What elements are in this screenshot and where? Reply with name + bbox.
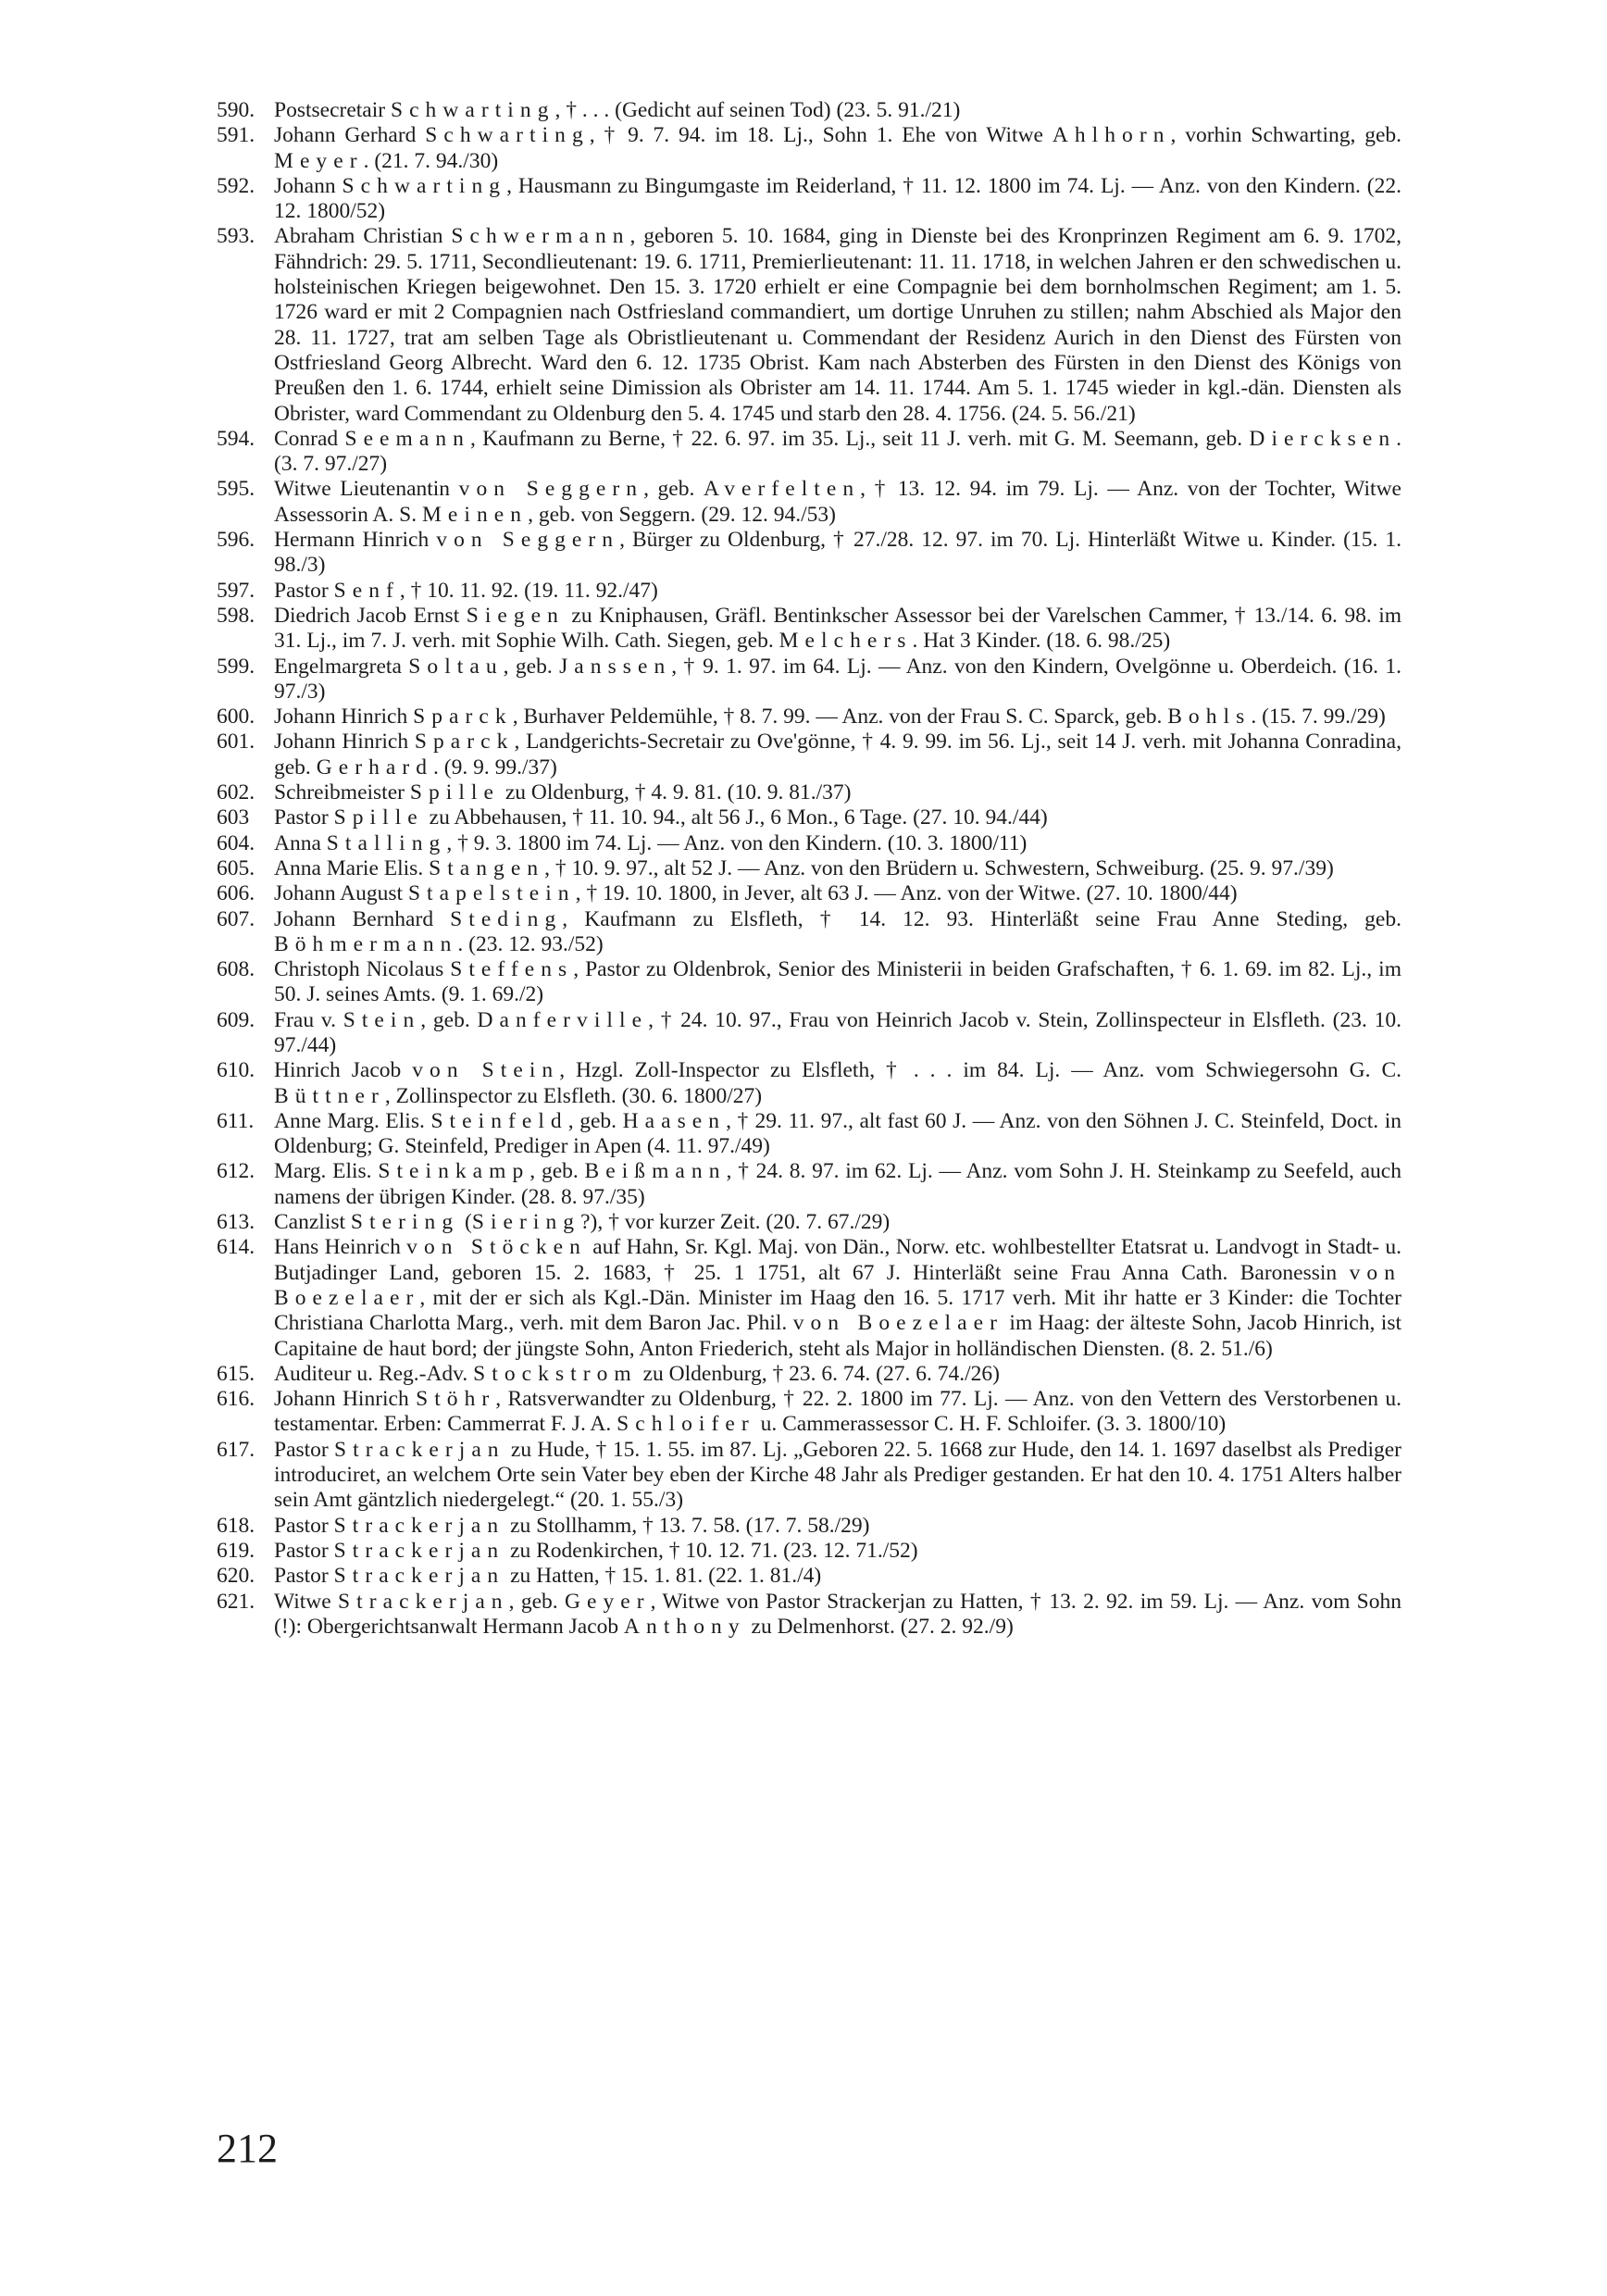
entry-text-run: , † 9. 1. 97. im 64. Lj. — Anz. von den Kindern, Ovelgönne u. Oberdeich. (16. 1. 97./3) [274, 654, 1402, 704]
entry-text-run: Johann Gerhard [274, 123, 426, 148]
entry-number: 617. [217, 1437, 255, 1462]
entry-text-run: Johann August [274, 881, 408, 906]
entry-number: 601. [217, 730, 255, 755]
entry [217, 856, 1401, 881]
entry-text-run: Anna [274, 830, 327, 855]
entry-text-run: zu Hude, † 15. 1. 55. im 87. Lj. „Geboren 22. 5. 1668 zur Hude, den 14. 1. 1697 daselbst als Prediger introduciret, an welchem Orte sein Vater bey eben der Kirche 48 Jahr als Prediger gestanden. Er hat den 10. 4. 1751 Alters halber sein Amt gäntzlich niedergelegt.“ (20. 1. 55./3) [274, 1437, 1402, 1513]
spaced-name: Diercksen [1249, 426, 1397, 451]
entry-number: 606. [217, 881, 255, 906]
entry [217, 528, 1401, 579]
entry-text [274, 1590, 1401, 1641]
entry-number: 590. [217, 98, 255, 122]
spaced-name: Sparck [413, 705, 513, 730]
spaced-name: Senf [333, 578, 400, 603]
entry-text-run: im Haag: der älteste Sohn, Jacob Hinrich, ist Capitaine de haut bord; der jüngste Sohn, Anton Friederich, steht als Major in holländischen Diensten. (8. 2. 51./6) [274, 1311, 1401, 1361]
entry [217, 579, 1401, 604]
entry-text-run: . Hat 3 Kinder. (18. 6. 98./25) [912, 629, 1171, 654]
entry-text-run: , geb. [503, 654, 560, 679]
entry-text-run: . (15. 7. 99./29) [1251, 705, 1386, 730]
entry-number: 608. [217, 957, 255, 982]
entry-text-run: , Kaufmann zu Elsfleth, † 14. 12. 93. Hinterläßt seine Frau Anne Steding, geb. [562, 906, 1401, 931]
entry-text [274, 98, 1401, 123]
entry-text-run: , geboren 5. 10. 1684, ging in Dienste bei des Kronprinzen Regiment am 6. 9. 1702, Fähndrich: 29. 5. 1711, Secondlieutenant: 19. 6. 1711, Premierlieutenant: 11. 11. 1718, in welchen Jahren er den schwedischen u. holsteinischen Kriegen beigewohnet. Den 15. 3. 1720 erhielt er eine Compagnie bei dem bornholmschen Regiment; am 1. 5. 1726 ward er mit 2 Compagnien nach Ostfriesland commandiert, um dortige Unruhen zu stillen; nahm Abschied als Major den 28. 11. 1727, trat am selben Tage als Obristlieutenant u. Commendant der Residenz Aurich in den Dienst des Fürsten von Ostfriesland Georg Albrecht. Ward den 6. 12. 1735 Obrist. Kam nach Absterben des Fürsten in den Dienst des Königs von Preußen den 1. 6. 1744, erhielt seine Dimission als Obrister am 14. 11. 1744. Am 5. 1. 1745 wieder in kgl.-dän. Diensten als Obrister, ward Commendant zu Oldenburg den 5. 4. 1745 und starb den 28. 4. 1756. (24. 5. 56./21) [274, 224, 1401, 426]
spaced-name: Spille [409, 780, 500, 805]
spaced-name: Ahlhorn [1052, 123, 1171, 148]
entry-text-run: Pastor [274, 578, 334, 603]
entry-text-run: . (3. 7. 97./27) [274, 426, 1402, 477]
entry-text-run: , † 9. 7. 94. im 18. Lj., Sohn 1. Ehe von Witwe [589, 123, 1053, 148]
entry-text [274, 1210, 1401, 1235]
entry-text-run: Abraham Christian [274, 224, 452, 249]
spaced-name: Danferville [477, 1007, 649, 1032]
entry [217, 1159, 1401, 1210]
spaced-name: Strackerjan [333, 1538, 505, 1563]
spaced-name: Schloifer [617, 1412, 755, 1437]
entry [217, 427, 1401, 478]
entry-text [274, 881, 1401, 906]
entry-text-run: Anne Marg. Elis. [274, 1108, 431, 1133]
entry-text [274, 1008, 1401, 1059]
entry-text-run: zu Abbehausen, † 11. 10. 94., alt 56 J., 6 Mon., 6 Tage. (27. 10. 94./44) [423, 805, 1048, 830]
entry-number: 600. [217, 705, 255, 730]
entry-text [274, 174, 1401, 225]
entry [217, 780, 1401, 805]
spaced-name: Geyer [564, 1589, 651, 1614]
entry-number: 595. [217, 477, 255, 502]
entry [217, 655, 1401, 705]
spaced-name: Stockstrom [473, 1361, 638, 1386]
entry-text-run: u. Cammerassessor C. H. F. Schloifer. (3. 3. 1800/10) [754, 1412, 1227, 1437]
entry-number: 604. [217, 830, 255, 855]
spaced-name: Stapelstein [407, 881, 576, 906]
entry-number: 620. [217, 1564, 255, 1589]
spaced-name: Gerhard [316, 755, 434, 780]
entry-text [274, 528, 1401, 579]
entry-text-run: Johann [274, 173, 343, 198]
entry-text-run: Pastor [274, 1513, 334, 1538]
spaced-name: Sparck [414, 730, 515, 755]
entry-text-run: , † 9. 3. 1800 im 74. Lj. — Anz. von den Kindern. (10. 3. 1800/11) [446, 830, 1028, 855]
entry-text-run: auf Hahn, Sr. Kgl. Maj. von Dän., Norw. etc. wohlbestellter Etatsrat u. Landvogt in Stadt- u. Butjadinger Land, geboren 15. 2. 1683, † 25. 1 1751, alt 67 J. Hinterläßt seine Frau Anna Cath. Baronessin [274, 1235, 1401, 1285]
spaced-name: Anthony [624, 1614, 746, 1639]
spaced-name: Strackerjan [333, 1513, 505, 1538]
spaced-name: von Boezelaer [274, 1260, 1401, 1310]
entry-number: 621. [217, 1589, 255, 1614]
entry-number: 602. [217, 780, 255, 805]
spaced-name: Stalling [326, 830, 447, 855]
spaced-name: Steinkamp [378, 1159, 530, 1184]
entry-text-run: Pastor [274, 805, 334, 830]
spaced-name: Schwermann [451, 224, 630, 249]
spaced-name: Strackerjan [334, 1437, 505, 1462]
entry-text-run: , † 19. 10. 1800, in Jever, alt 63 J. — Anz. von der Witwe. (27. 10. 1800/44) [575, 881, 1238, 906]
entry-number: 605. [217, 855, 255, 880]
entry-text-run: , geb. [420, 1007, 478, 1032]
spaced-name: Soltau [408, 654, 504, 679]
entry-text-run: Christoph Nicolaus [274, 957, 451, 982]
entry [217, 98, 1401, 123]
entry-text-run: Hans Heinrich [274, 1235, 407, 1260]
entry-text-run: , Burhaver Peldemühle, † 8. 7. 99. — Anz. von der Frau S. C. Sparck, geb. [512, 705, 1168, 730]
entry-text-run: , geb. von Seggern. (29. 12. 94./53) [528, 502, 836, 527]
spaced-name: von Seggern [436, 528, 620, 553]
entry-number: 615. [217, 1361, 255, 1386]
entry-text [274, 780, 1401, 805]
entry-text [274, 1539, 1401, 1564]
entry-number: 607. [217, 906, 255, 931]
entry-text [274, 1109, 1401, 1160]
spaced-name: Haasen [622, 1108, 727, 1133]
entry [217, 224, 1401, 426]
entry [217, 907, 1401, 958]
entry-text [274, 427, 1401, 478]
spaced-name: Stöhr [416, 1387, 496, 1412]
entry-text [274, 224, 1401, 426]
entry-number: 609. [217, 1007, 255, 1032]
entry-number: 614. [217, 1235, 255, 1260]
entry-number: 618. [217, 1513, 255, 1538]
spaced-name: Schwarting [390, 98, 555, 122]
entry-text [274, 579, 1401, 604]
entry-text-run: Johann Hinrich [274, 1387, 417, 1412]
spaced-name: Strackerjan [338, 1589, 509, 1614]
entry [217, 1058, 1401, 1109]
entry-text [274, 1362, 1401, 1387]
entry [217, 1109, 1401, 1160]
entry [217, 1590, 1401, 1641]
entry-list [217, 98, 1401, 1640]
entry-text [274, 1235, 1401, 1361]
spaced-name: Steding [450, 906, 563, 931]
entry [217, 705, 1401, 730]
entry-number: 611. [217, 1108, 255, 1133]
entry-text-run: zu Delmenhorst. (27. 2. 92./9) [745, 1614, 1014, 1639]
entry-text-run: Witwe Lieutenantin [274, 477, 459, 502]
entry-text-run: Frau v. [274, 1007, 343, 1032]
entry-text [274, 957, 1401, 1008]
entry-text-run: Anna Marie Elis. [274, 855, 430, 880]
entry-number: 610. [217, 1058, 255, 1083]
entry [217, 477, 1401, 528]
entry-text-run: , geb. [643, 477, 704, 502]
entry-text-run: zu Kniphausen, Gräfl. Bentinkscher Assessor bei der Varelschen Cammer, † 13./14. 6. 98. im 31. Lj., im 7. J. verh. mit Sophie Wilh. Cath. Siegen, geb. [274, 603, 1402, 654]
entry-number: 594. [217, 426, 255, 451]
entry-number: 603 [217, 805, 250, 830]
spaced-name: von Boezelaer [792, 1311, 1003, 1336]
spaced-name: Janssen [559, 654, 672, 679]
spaced-name: Siegen [466, 603, 565, 628]
entry-text-run: Pastor [274, 1437, 335, 1462]
spaced-name: Strackerjan [333, 1564, 505, 1589]
spaced-name: Schwarting [425, 123, 590, 148]
spaced-name: Stein [343, 1007, 421, 1032]
entry-text-run: Conrad [274, 426, 345, 451]
entry-text [274, 1564, 1401, 1589]
entry-number: 593. [217, 224, 255, 249]
entry [217, 1235, 1401, 1361]
entry-text-run: Pastor [274, 1538, 334, 1563]
entry [217, 1008, 1401, 1059]
entry-text-run: , Zollinspector zu Elsfleth. (30. 6. 1800/27) [384, 1083, 763, 1108]
entry-text-run: zu Oldenburg, † 4. 9. 81. (10. 9. 81./37) [499, 780, 852, 805]
entry [217, 1514, 1401, 1539]
entry-text-run: , Ratsverwandter zu Oldenburg, † 22. 2. 1800 im 77. Lj. — Anz. von den Vettern des Verstorbenen u. testamentar. Erben: Cammerrat F. J. A. [274, 1387, 1401, 1437]
spaced-name: Melchers [779, 629, 913, 654]
spaced-name: von Stöcken [406, 1235, 587, 1260]
entry-text-run: , vorhin Schwarting, geb. [1170, 123, 1401, 148]
entry [217, 1539, 1401, 1564]
entry [217, 1362, 1401, 1387]
entry-text-run: . (21. 7. 94./30) [363, 148, 499, 173]
entry-text-run: , geb. [529, 1159, 585, 1184]
entry-text-run: zu Rodenkirchen, † 10. 12. 71. (23. 12. 71./52) [505, 1538, 918, 1563]
entry-text-run: Pastor [274, 1564, 334, 1589]
entry [217, 957, 1401, 1008]
spaced-name: von Stein [412, 1058, 560, 1083]
spaced-name: Meyer [274, 148, 364, 173]
entry-text [274, 907, 1401, 958]
entry-text-run: Marg. Elis. [274, 1159, 379, 1184]
entry-number: 596. [217, 528, 255, 553]
entry-text-run: Postsecretair [274, 98, 391, 122]
entry-text-run: , † 10. 9. 97., alt 52 J. — Anz. von den Brüdern u. Schwestern, Schweiburg. (25. 9. 97./39) [544, 855, 1334, 880]
entry-text-run: Johann Hinrich [274, 705, 414, 730]
entry-text-run: , Bürger zu Oldenburg, † 27./28. 12. 97. im 70. Lj. Hinterläßt Witwe u. Kinder. (15. 1. 98./3) [274, 528, 1401, 578]
entry-text [274, 604, 1401, 655]
entry-text [274, 1387, 1401, 1438]
entry-number: 616. [217, 1387, 255, 1412]
spaced-name: Spille [333, 805, 424, 830]
entry-text [274, 831, 1401, 856]
entry-text [274, 730, 1401, 780]
entry-text-run: , Hausmann zu Bingumgaste im Reiderland, † 11. 12. 1800 im 74. Lj. — Anz. von den Kindern. (22. 12. 1800/52) [274, 173, 1401, 224]
entry-text [274, 655, 1401, 705]
entry-text-run: zu Stollhamm, † 13. 7. 58. (17. 7. 58./29) [505, 1513, 870, 1538]
entry-text-run: , mit der er sich als Kgl.-Dän. Minister im Haag den 16. 5. 1717 verh. Mit ihr hatte er 3 Kinder: die Tochter Christiana Charlotta Marg., verh. mit dem Baron Jac. Phil. [274, 1285, 1401, 1336]
spaced-name: Schwarting [342, 173, 507, 198]
entry-number: 598. [217, 603, 255, 628]
entry-text-run: Johann Bernhard [274, 906, 451, 931]
entry [217, 805, 1401, 830]
entry-text [274, 805, 1401, 830]
spaced-name: von Seggern [458, 477, 644, 502]
entry-text-run: zu Oldenburg, † 23. 6. 74. (27. 6. 74./26) [637, 1361, 1000, 1386]
entry-text-run: , Pastor zu Oldenbrok, Senior des Ministerii in beiden Grafschaften, † 6. 1. 69. im 82. Lj., im 50. J. seines Amts. (9. 1. 69./2) [274, 957, 1401, 1007]
entry-text-run: , Hzgl. Zoll-Inspector zu Elsfleth, † . . . im 84. Lj. — Anz. vom Schwiegersohn G. C. [559, 1058, 1402, 1083]
spaced-name: Siering [471, 1210, 581, 1235]
entry-text-run: Schreibmeister [274, 780, 410, 805]
spaced-name: Büttner [274, 1083, 385, 1108]
entry-text-run: , Kaufmann zu Berne, † 22. 6. 97. im 35. Lj., seit 11 J. verh. mit G. M. Seemann, geb. [469, 426, 1250, 451]
entry-text-run: , † 24. 10. 97., Frau von Heinrich Jacob v. Stein, Zollinspecteur in Elsfleth. (23. 10. 97./44) [274, 1007, 1401, 1057]
spaced-name: Seemann [344, 426, 470, 451]
entry-text-run: , Witwe von Pastor Strackerjan zu Hatten, † 13. 2. 92. im 59. Lj. — Anz. vom Sohn (!): Obergerichtsanwalt Hermann Jacob [274, 1589, 1402, 1639]
entry-text-run: , geb. [508, 1589, 565, 1614]
entry-number: 592. [217, 173, 255, 198]
entry-text-run: . (23. 12. 93./52) [457, 931, 604, 956]
entry-text-run: zu Hatten, † 15. 1. 81. (22. 1. 81./4) [505, 1564, 822, 1589]
entry-text [274, 1514, 1401, 1539]
entry-number: 612. [217, 1159, 255, 1184]
entry-text-run: ?), † vor kurzer Zeit. (20. 7. 67./29) [580, 1210, 891, 1235]
entry [217, 881, 1401, 906]
entry-text-run: Engelmargreta [274, 654, 409, 679]
entry-text-run: Johann Hinrich [274, 730, 415, 755]
entry-text-run: Canzlist [274, 1210, 351, 1235]
entry [217, 604, 1401, 655]
entry-number: 597. [217, 578, 255, 603]
entry-text-run: Auditeur u. Reg.-Adv. [274, 1361, 474, 1386]
entry [217, 831, 1401, 856]
entry-number: 599. [217, 654, 255, 679]
spaced-name: Stering [350, 1210, 460, 1235]
entry-text [274, 1438, 1401, 1514]
spaced-name: Meinen [421, 502, 529, 527]
entry-text-run: Hinrich Jacob [274, 1058, 413, 1083]
entry-text [274, 477, 1401, 528]
page-number: 212 [217, 2126, 278, 2171]
entry-text-run: , † 24. 8. 97. im 62. Lj. — Anz. vom Sohn J. H. Steinkamp zu Seefeld, auch namens der übrigen Kinder. (28. 8. 97./35) [274, 1159, 1401, 1209]
entry [217, 123, 1401, 174]
entry-number: 619. [217, 1538, 255, 1563]
entry-text-run: ( [459, 1210, 472, 1235]
entry-text-run: , † . . . (Gedicht auf seinen Tod) (23. 5. 91./21) [554, 98, 961, 122]
spaced-name: Steffens [450, 957, 574, 982]
entry-text-run: , † 13. 12. 94. im 79. Lj. — Anz. von der Tochter, Witwe Assessorin A. S. [274, 477, 1401, 527]
entry-text-run: Diedrich Jacob Ernst [274, 603, 467, 628]
entry [217, 1387, 1401, 1438]
spaced-name: Stangen [429, 855, 545, 880]
entry-number: 591. [217, 123, 255, 148]
entry [217, 174, 1401, 225]
entry-text [274, 1058, 1401, 1109]
entry [217, 1438, 1401, 1514]
entry-text-run: . (9. 9. 99./37) [433, 755, 557, 780]
spaced-name: Bohls [1167, 705, 1252, 730]
entry-number: 613. [217, 1210, 255, 1235]
entry-text-run: Hermann Hinrich [274, 528, 437, 553]
spaced-name: Steinfeld [430, 1108, 568, 1133]
spaced-name: Beißmann [584, 1159, 727, 1184]
spaced-name: Averfelten [703, 477, 861, 502]
entry [217, 1210, 1401, 1235]
entry-text-run: Witwe [274, 1589, 339, 1614]
entry-text [274, 1159, 1401, 1210]
entry-text-run: , Landgerichts-Secretair zu Ove'gönne, † 4. 9. 99. im 56. Lj., seit 14 J. verh. mit Johanna Conradina, geb. [274, 730, 1401, 780]
entry-text [274, 705, 1401, 730]
spaced-name: Böhmermann [274, 931, 458, 956]
entry-text-run: , † 10. 11. 92. (19. 11. 92./47) [399, 578, 658, 603]
entry [217, 1564, 1401, 1589]
entry [217, 730, 1401, 780]
entry-text-run: , geb. [567, 1108, 623, 1133]
entry-text [274, 856, 1401, 881]
entry-text [274, 123, 1401, 174]
entry-text-run: , † 29. 11. 97., alt fast 60 J. — Anz. von den Söhnen J. C. Steinfeld, Doct. in Oldenburg; G. Steinfeld, Prediger in Apen (4. 11. 97./49) [274, 1108, 1401, 1159]
